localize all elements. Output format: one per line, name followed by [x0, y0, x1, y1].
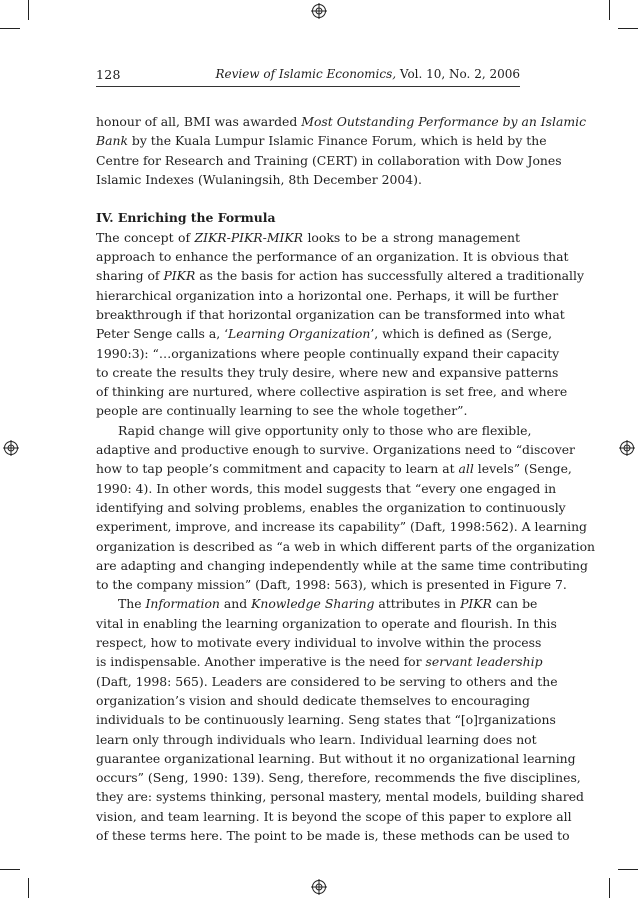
text-run: organization is described as “a web in which different parts of the organization — [96, 538, 596, 554]
text-line — [96, 730, 537, 749]
text-run: 1990:3): “…organizations where people continually expand their capacity — [96, 345, 560, 361]
text-run: looks to be a strong management — [303, 229, 520, 245]
text-run: Knowledge Sharing — [251, 596, 375, 612]
text-run: occurs” (Seng, 1990: 139). Seng, therefore, recommends the five disciplines, — [96, 770, 581, 786]
text-line — [96, 228, 520, 247]
text-run: all — [458, 461, 474, 477]
text-run: guarantee organizational learning. But without it no organizational learning — [96, 750, 576, 766]
running-header — [96, 67, 520, 85]
text-run: Information — [145, 596, 220, 612]
text-line — [96, 440, 575, 459]
text-run: to create the results they truly desire, where new and expansive patterns — [96, 364, 559, 380]
text-run: PIKR — [163, 268, 196, 284]
text-run: learn only through individuals who learn. Individual learning does not — [96, 731, 537, 747]
text-line — [96, 131, 547, 150]
text-run: vision, and team learning. It is beyond the scope of this paper to explore all — [96, 808, 572, 824]
text-run: identifying and solving problems, enables the organization to continuously — [96, 499, 566, 515]
text-line — [96, 691, 530, 710]
crop-mark — [618, 869, 638, 870]
text-line — [96, 633, 542, 652]
text-run: The — [118, 596, 146, 612]
text-run: Centre for Research and Training (CERT) in collaboration with Dow Jones — [96, 152, 562, 168]
text-line — [96, 112, 587, 131]
text-run: of thinking are nurtured, where collective aspiration is set free, and where — [96, 384, 568, 400]
journal-title: Review of Islamic Economics, — [215, 67, 397, 81]
registration-mark-icon — [311, 879, 327, 895]
page-body — [96, 112, 596, 845]
text-line — [96, 652, 543, 671]
paragraph-gap — [96, 189, 520, 208]
crop-mark — [0, 28, 20, 29]
text-run: levels” (Senge, — [473, 461, 572, 477]
text-line — [96, 170, 520, 189]
text-run: is indispensable. Another imperative is the need for — [96, 654, 426, 670]
text-line — [96, 672, 558, 691]
text-line — [96, 575, 567, 594]
registration-mark-icon — [619, 440, 635, 456]
text-run: approach to enhance the performance of an organization. It is obvious that — [96, 249, 569, 265]
text-run: respect, how to motivate every individual to involve within the process — [96, 635, 542, 651]
text-run: honour of all, BMI was awarded — [96, 114, 302, 129]
text-line — [96, 826, 570, 845]
registration-mark-icon — [3, 440, 19, 456]
text-line — [96, 749, 576, 768]
text-line — [96, 266, 584, 285]
section-heading: IV. Enriching the Formula — [96, 210, 276, 226]
text-run: are adapting and changing independently while at the same time contributing — [96, 557, 588, 573]
text-line — [96, 537, 596, 556]
crop-mark — [28, 0, 29, 20]
text-run: Bank — [96, 133, 128, 149]
text-run: 1990: 4). In other words, this model suggests that “every one engaged in — [96, 480, 557, 496]
paragraph — [96, 228, 584, 421]
text-line — [96, 324, 553, 343]
text-line — [96, 517, 587, 536]
header-rule — [96, 86, 520, 87]
text-line — [96, 247, 569, 266]
paragraph — [96, 112, 587, 189]
text-run: Most Outstanding Performance by an Islamic — [301, 114, 587, 129]
text-line — [96, 344, 560, 363]
text-line — [96, 768, 581, 787]
text-line — [96, 556, 588, 575]
text-run: adaptive and productive enough to survive. Organizations need to “discover — [96, 442, 575, 458]
text-run: sharing of — [96, 268, 164, 284]
text-line — [96, 382, 568, 401]
paragraph — [96, 421, 596, 595]
text-run: and — [219, 596, 252, 612]
text-run: ’, which is defined as (Serge, — [370, 326, 553, 342]
crop-mark — [618, 28, 638, 29]
text-run: ZIKR-PIKR-MIKR — [194, 229, 303, 245]
text-run: vital in enabling the learning organization to operate and flourish. In this — [96, 615, 557, 631]
text-run: Islamic Indexes (Wulaningsih, 8th December 2004). — [96, 171, 422, 187]
text-line — [96, 787, 584, 806]
text-run: of these terms here. The point to be made is, these methods can be used to — [96, 827, 570, 843]
text-line — [96, 459, 572, 478]
text-run: people are continually learning to see the whole together”. — [96, 403, 468, 419]
text-line — [96, 498, 566, 517]
text-line — [96, 421, 532, 440]
journal-issue: Vol. 10, No. 2, 2006 — [396, 67, 520, 81]
text-run: Peter Senge calls a, ‘ — [96, 326, 229, 342]
text-run: hierarchical organization into a horizontal one. Perhaps, it will be further — [96, 287, 559, 303]
text-run: individuals to be continuously learning. Seng states that “[o]rganizations — [96, 712, 556, 728]
text-line — [96, 401, 520, 420]
text-run: The concept of — [96, 229, 195, 245]
crop-mark — [609, 0, 610, 20]
text-line — [96, 614, 557, 633]
text-line — [96, 151, 562, 170]
text-run: experiment, improve, and increase its capability” (Daft, 1998:562). A learning — [96, 519, 587, 535]
text-line — [96, 479, 557, 498]
text-line — [96, 594, 538, 613]
text-line — [96, 363, 559, 382]
text-run: servant leadership — [425, 654, 543, 670]
crop-mark — [0, 869, 20, 870]
page-number: 128 — [96, 67, 121, 82]
text-run: they are: systems thinking, personal mastery, mental models, building shared — [96, 789, 584, 805]
text-run: attributes in — [374, 596, 461, 612]
text-run: how to tap people’s commitment and capacity to learn at — [96, 461, 459, 477]
text-run: (Daft, 1998: 565). Leaders are considered to be serving to others and the — [96, 673, 558, 689]
text-line — [96, 305, 565, 324]
registration-mark-icon — [311, 3, 327, 19]
text-run: Learning Organization — [228, 326, 371, 342]
text-run: PIKR — [460, 596, 492, 612]
text-run: can be — [491, 596, 538, 612]
text-run: by the Kuala Lumpur Islamic Finance Forum, which is held by the — [127, 133, 547, 149]
text-run: to the company mission” (Daft, 1998: 563), which is presented in Figure 7. — [96, 577, 567, 593]
text-run: breakthrough if that horizontal organization can be transformed into what — [96, 306, 565, 322]
crop-mark — [609, 878, 610, 898]
crop-mark — [28, 878, 29, 898]
text-run: as the basis for action has successfully altered a traditionally — [195, 268, 584, 284]
text-line — [96, 286, 559, 305]
text-run: organization’s vision and should dedicate themselves to encouraging — [96, 692, 530, 708]
paragraph — [96, 594, 584, 845]
text-line — [96, 710, 556, 729]
text-run: Rapid change will give opportunity only to those who are flexible, — [118, 422, 532, 438]
journal-citation — [215, 67, 520, 81]
text-line — [96, 807, 572, 826]
